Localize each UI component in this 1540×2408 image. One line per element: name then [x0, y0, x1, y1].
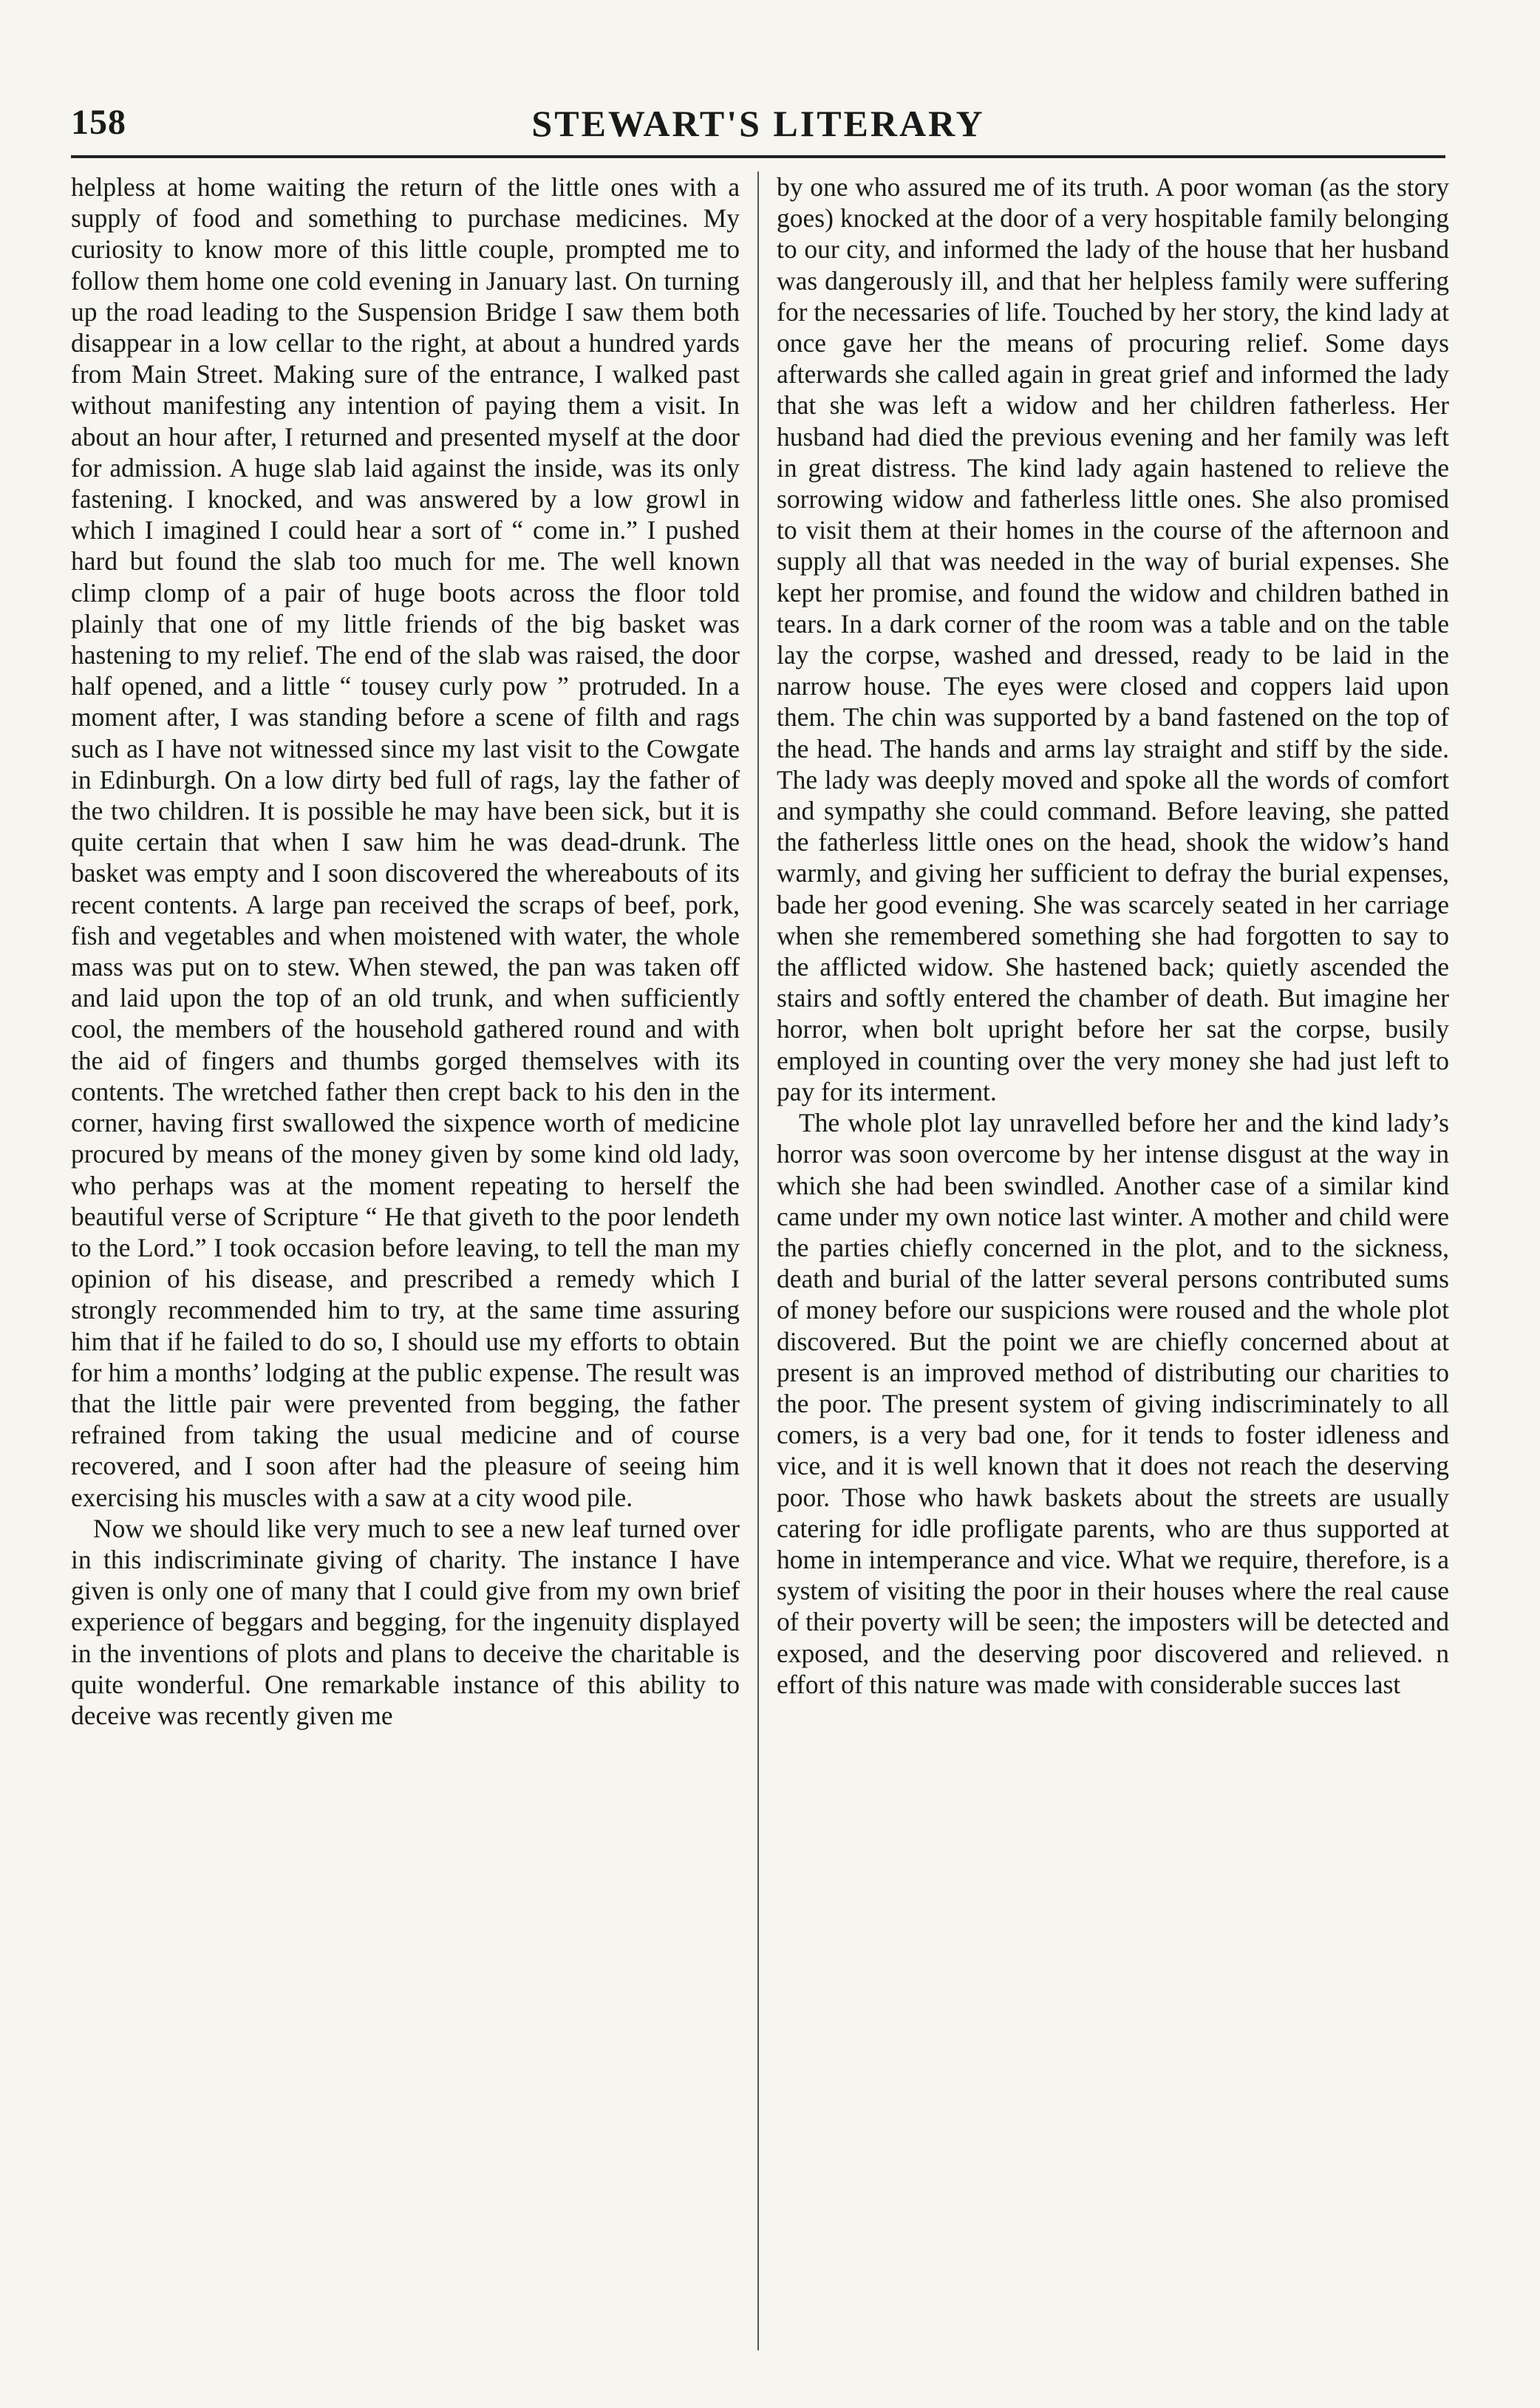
right-column [777, 171, 1449, 2350]
paragraph: by one who assured me of its truth. A poor woman (as the story goes) knocked at the door of a very hospitable family belonging to our city, and informed the lady of the house that her husband was dangerously ill, and that her helpless family were suffering for the necessaries of life. Touched by her story, the kind lady at once gave her the means of procuring relief. Some days afterwards she called again in great grief and informed the lady that she was left a widow and her children fatherless. Her husband had died the previous evening and her family was left in great distress. The kind lady again hastened to relieve the sorrowing widow and fatherless little ones. She also promised to visit them at their homes in the course of the afternoon and supply all that was needed in the way of burial expenses. She kept her promise, and found the widow and children bathed in tears. In a dark corner of the room was a table and on the table lay the corpse, washed and dressed, ready to be laid in the narrow house. The eyes were closed and coppers laid upon them. The chin was supported by a band fastened on the top of the head. The hands and arms lay straight and stiff by the side. The lady was deeply moved and spoke all the words of comfort and sympathy she could command. Before leaving, she patted the fatherless little ones on the head, shook the widow’s hand warmly, and giving her sufficient to defray the burial expenses, bade her good evening. She was scarcely seated in her carriage when she remembered something she had forgotten to say to the afflicted widow. She hastened back; quietly ascended the stairs and softly entered the chamber of death. But imagine her horror, when bolt upright before her sat the corpse, busily employed in counting over the very money she had just left to pay for its interment. [777, 172, 1449, 1106]
running-head: STEWART'S LITERARY [531, 103, 985, 144]
text-columns [71, 171, 1449, 2350]
paragraph: Now we should like very much to see a new leaf turned over in this indiscriminate giving of charity. The instance I have given is only one of many that I could give from my own brief experience of beggars and begging, for the ingenuity displayed in the inventions of plots and plans to deceive the charitable is quite wonderful. One remarkable instance of this ability to deceive was recently given me [71, 1513, 740, 1730]
paragraph: helpless at home waiting the return of the little ones with a supply of food and something to purchase medicines. My curiosity to know more of this little couple, prompted me to follow them home one cold evening in January last. On turning up the road leading to the Suspension Bridge I saw them both disappear in a low cellar to the right, at about a hundred yards from Main Street. Making sure of the entrance, I walked past without manifesting any intention of paying them a visit. In about an hour after, I returned and presented myself at the door for admission. A huge slab laid against the inside, was its only fastening. I knocked, and was answered by a low growl in which I imagined I could hear a sort of “ come in.” I pushed hard but found the slab too much for me. The well known climp clomp of a pair of huge boots across the floor told plainly that one of my little friends of the big basket was hastening to my relief. The end of the slab was raised, the door half opened, and a little “ tousey curly pow ” protruded. In a moment after, I was standing before a scene of filth and rags such as I have not witnessed since my last visit to the Cowgate in Edinburgh. On a low dirty bed full of rags, lay the father of the two children. It is possible he may have been sick, but it is quite certain that when I saw him he was dead-drunk. The basket was empty and I soon discovered the whereabouts of its recent contents. A large pan received the scraps of beef, pork, fish and vegetables and when moistened with water, the whole mass was put on to stew. When stewed, the pan was taken off and laid upon the top of an old trunk, and when sufficiently cool, the members of the household gathered round and with the aid of fingers and thumbs gorged themselves with its contents. The wretched father then crept back to his den in the corner, having first swallowed the sixpence worth of medicine procured by means of the money given by some kind old lady, who perhaps was at the moment repeating to herself the beautiful verse of Scripture “ He that giveth to the poor lendeth to the Lord.” I took occasion before leaving, to tell the man my opinion of his disease, and prescribed a remedy which I strongly recommended him to try, at the same time assuring him that if he failed to do so, I should use my efforts to obtain for him a months’ lodging at the public expense. The result was that the little pair were prevented from begging, the father refrained from taking the usual medicine and of course recovered, and I soon after had the pleasure of seeing him exercising his muscles with a saw at a city wood pile. [71, 172, 740, 1512]
column-divider [757, 171, 759, 2350]
page-header [71, 89, 1445, 146]
page [71, 89, 1449, 2350]
paragraph: The whole plot lay unravelled before her and the kind lady’s horror was soon overcome by her intense disgust at the way in which she had been swindled. Another case of a similar kind came under my own notice last winter. A mother and child were the parties chiefly concerned in the plot, and to the sickness, death and burial of the latter several persons contributed sums of money before our suspicions were roused and the whole plot discovered. But the point we are chiefly concerned about at present is an improved method of distributing our charities to the poor. The present system of giving indiscriminately to all comers, is a very bad one, for it tends to foster idleness and vice, and it is well known that it does not reach the deserving poor. Those who hawk baskets about the streets are usually catering for idle profligate parents, who are thus supported at home in intemperance and vice. What we require, therefore, is a system of visiting the poor in their houses where the real cause of their poverty will be seen; the imposters will be detected and exposed, and the deserving poor discovered and relieved. n effort of this nature was made with considerable succes last [777, 1108, 1449, 1699]
page-number: 158 [71, 103, 126, 142]
header-rule [71, 155, 1445, 158]
left-column [71, 171, 740, 2350]
